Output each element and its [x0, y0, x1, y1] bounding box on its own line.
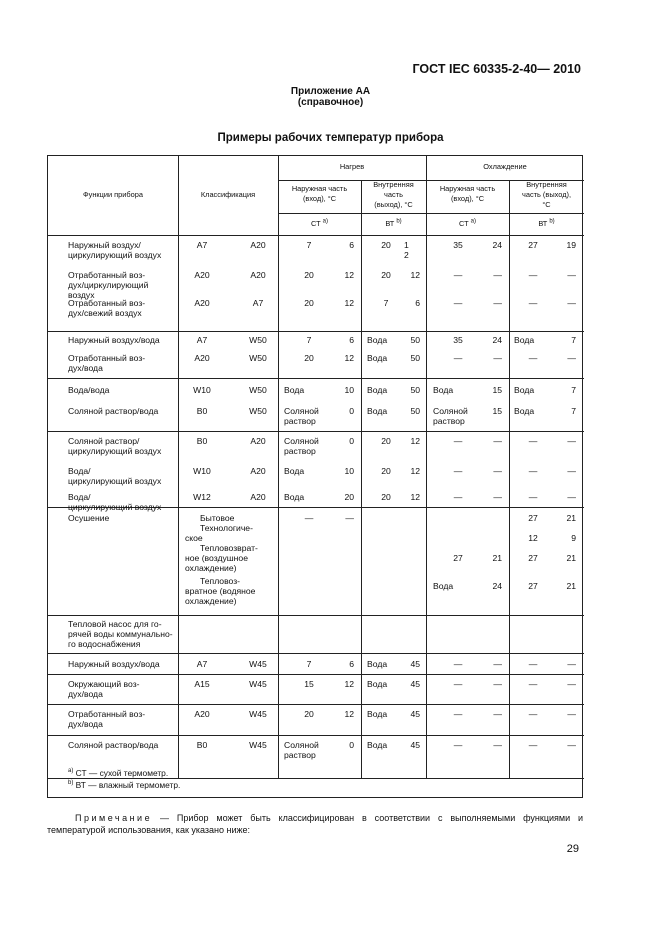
table-row-5-c1: А20 — [194, 353, 210, 363]
hot-water-func: Тепловой насос для го- рячей воды коммунально- го водоснабжения — [68, 619, 173, 649]
dehumid-item-3-label: ное (воздушное — [185, 553, 248, 563]
dehumid-item-2-k4: 9 — [571, 533, 576, 543]
table-row-6-k3: Вода — [514, 385, 535, 395]
table-row-10-h2: 20 — [344, 492, 354, 502]
table-row-4-h1: 7 — [306, 335, 312, 345]
table-row-2-k1: — — [453, 270, 463, 280]
table-row-12-function: дух/вода — [68, 689, 103, 699]
table-row-6-h3: Вода — [367, 385, 388, 395]
table-row-8-function: циркулирующий воздух — [68, 446, 162, 456]
table-row-4-h4: 50 — [410, 335, 420, 345]
table-row-9-c1: W10 — [193, 466, 211, 476]
dehumid-item-4-label: Тепловоз- — [200, 576, 241, 586]
table-row-12-c1: А15 — [194, 679, 210, 689]
table-row-6-c2: W50 — [249, 385, 267, 395]
table-row-7-k4: 7 — [571, 406, 576, 416]
table-row-3-function: Отработанный воз- — [68, 298, 146, 308]
table-row-14-k1: — — [453, 740, 463, 750]
table-row-1-h2: 6 — [349, 240, 354, 250]
header-heat-outdoor: Наружная часть (вход), °С — [291, 184, 348, 203]
table-row-12-k2: — — [493, 679, 502, 689]
table-row-13-k4: — — [567, 709, 576, 719]
table-row-11-k3: — — [528, 659, 538, 669]
table-row-3-c2: А7 — [252, 298, 264, 308]
table-row-13-function: дух/вода — [68, 719, 103, 729]
table-row-10-function: циркулирующий воздух — [68, 502, 162, 512]
table-row-13-h2: 12 — [344, 709, 354, 719]
table-row-7-k3: Вода — [514, 406, 535, 416]
table-row-6-function: Вода/вода — [68, 385, 110, 395]
table-row-14-h2: 0 — [349, 740, 354, 750]
table-row-13-h3: Вода — [367, 709, 388, 719]
table-row-1-h4: 2 — [404, 250, 409, 260]
dehumid-item-4-label: охлаждение) — [185, 596, 237, 606]
dehumid-item-4-k4: 21 — [566, 581, 576, 591]
table-row-14-c2: W45 — [249, 740, 267, 750]
table-row-14-h3: Вода — [367, 740, 388, 750]
table-row-1-c1: А7 — [196, 240, 208, 250]
table-row-6-c1: W10 — [193, 385, 211, 395]
table-row-9-function: циркулирующий воздух — [68, 476, 162, 486]
table-row-10-k1: — — [453, 492, 463, 502]
table-row-7-h1: раствор — [284, 416, 316, 426]
dehumid-func: Осушение — [68, 513, 110, 523]
table-row-11-h4: 45 — [410, 659, 420, 669]
table-row-3-h1: 20 — [304, 298, 314, 308]
page-number: 29 — [566, 843, 579, 855]
table-row-1-h3: 20 — [381, 240, 391, 250]
table-row-7-k1: Соляной — [433, 406, 468, 416]
table-row-9-h2: 10 — [344, 466, 354, 476]
table-row-1-h4: 1 — [404, 240, 409, 250]
table-row-3-k4: — — [567, 298, 576, 308]
dehumid-item-4-k1: Вода — [433, 581, 454, 591]
temperature-table — [47, 155, 583, 798]
table-row-7-h3: Вода — [367, 406, 388, 416]
table-row-2-h2: 12 — [344, 270, 354, 280]
table-row-8-h1: Соляной — [284, 436, 319, 446]
footnote-a: $^{a)}$ СТ — сухой термометр. — [68, 768, 169, 778]
table-row-3-k1: — — [453, 298, 463, 308]
table-row-2-k3: — — [528, 270, 538, 280]
dehumid-item-3-k1: 27 — [453, 553, 463, 563]
dehumid-item-2-k3: 12 — [528, 533, 538, 543]
appendix-title: Приложение АА — [290, 86, 371, 97]
table-row-5-k1: — — [453, 353, 463, 363]
table-row-1-function: Наружный воздух/ — [68, 240, 141, 250]
table-row-5-h2: 12 — [344, 353, 354, 363]
dehumid-item-3-k4: 21 — [566, 553, 576, 563]
table-row-13-h1: 20 — [304, 709, 314, 719]
header-bt-heat: ВТ $^{b)}$ — [385, 218, 402, 228]
table-row-14-k4: — — [567, 740, 576, 750]
table-row-4-c2: W50 — [249, 335, 267, 345]
table-row-8-k1: — — [453, 436, 463, 446]
dehumid-item-2-label: ское — [185, 533, 203, 543]
appendix-heading — [0, 86, 661, 108]
table-row-3-k3: — — [528, 298, 538, 308]
table-row-2-h1: 20 — [304, 270, 314, 280]
table-row-10-h3: 20 — [381, 492, 391, 502]
table-row-2-function: Отработанный воз- — [68, 270, 146, 280]
table-row-4-k4: 7 — [571, 335, 576, 345]
dehumid-item-1-label: Бытовое — [200, 513, 235, 523]
table-row-9-c2: А20 — [250, 466, 266, 476]
header-functions: Функции прибора — [83, 190, 143, 199]
table-row-1-k2: 24 — [492, 240, 502, 250]
header-bt-cool: ВТ $^{b)}$ — [538, 218, 555, 228]
table-row-5-function: дух/вода — [68, 363, 103, 373]
table-row-7-c1: В0 — [196, 406, 208, 416]
table-row-9-h4: 12 — [410, 466, 420, 476]
table-row-12-h1: 15 — [304, 679, 314, 689]
dehumid-item-1-k4: 21 — [566, 513, 576, 523]
table-row-2-h4: 12 — [410, 270, 420, 280]
table-row-4-k3: Вода — [514, 335, 535, 345]
table-row-8-h2: 0 — [349, 436, 354, 446]
table-row-10-h1: Вода — [284, 492, 305, 502]
table-row-8-c2: А20 — [250, 436, 266, 446]
footnote-b: $^{b)}$ ВТ — влажный термометр. — [68, 780, 181, 790]
table-row-13-h4: 45 — [410, 709, 420, 719]
table-row-14-h1: Соляной — [284, 740, 319, 750]
table-row-10-function: Вода/ — [68, 492, 91, 502]
table-row-9-k1: — — [453, 466, 463, 476]
table-title: Примеры рабочих температур прибора — [217, 132, 444, 144]
table-row-1-k3: 27 — [528, 240, 538, 250]
table-row-9-h1: Вода — [284, 466, 305, 476]
table-row-11-h3: Вода — [367, 659, 388, 669]
table-row-12-h3: Вода — [367, 679, 388, 689]
table-row-5-k4: — — [567, 353, 576, 363]
table-row-8-k2: — — [493, 436, 502, 446]
table-row-14-h4: 45 — [410, 740, 420, 750]
table-row-12-c2: W45 — [249, 679, 267, 689]
table-row-9-k3: — — [528, 466, 538, 476]
header-classification: Классификация — [200, 190, 256, 199]
table-row-2-k4: — — [567, 270, 576, 280]
table-row-6-h1: Вода — [284, 385, 305, 395]
table-row-7-h1: Соляной — [284, 406, 319, 416]
dehumid-item-3-k2: 21 — [492, 553, 502, 563]
table-row-8-h1: раствор — [284, 446, 316, 456]
table-row-3-h3: 7 — [383, 298, 389, 308]
table-row-14-k3: — — [528, 740, 538, 750]
table-row-11-k2: — — [493, 659, 502, 669]
table-row-6-k1: Вода — [433, 385, 454, 395]
table-row-6-h4: 50 — [410, 385, 420, 395]
table-row-7-function: Соляной раствор/вода — [68, 406, 159, 416]
table-row-1-function: циркулирующий воздух — [68, 250, 162, 260]
table-row-14-c1: В0 — [196, 740, 208, 750]
header-heat-indoor: Внутренняя часть (выход), °С — [373, 180, 414, 209]
note-label: Примечание — [75, 813, 153, 823]
table-row-4-k2: 24 — [492, 335, 502, 345]
table-row-2-k2: — — [493, 270, 502, 280]
table-row-11-k4: — — [567, 659, 576, 669]
table-row-4-h2: 6 — [349, 335, 354, 345]
table-row-12-h4: 45 — [410, 679, 420, 689]
table-row-11-h1: 7 — [306, 659, 312, 669]
table-row-13-k2: — — [493, 709, 502, 719]
table-row-10-c2: А20 — [250, 492, 266, 502]
table-row-12-h2: 12 — [344, 679, 354, 689]
table-row-11-h2: 6 — [349, 659, 354, 669]
note-paragraph — [47, 812, 583, 836]
table-row-7-k2: 15 — [492, 406, 502, 416]
header-cooling: Охлаждение — [483, 162, 527, 171]
appendix-subtitle: (справочное) — [297, 97, 364, 108]
table-row-11-c2: W45 — [249, 659, 267, 669]
table-row-1-k1: 35 — [453, 240, 463, 250]
table-row-5-k2: — — [493, 353, 502, 363]
table-row-7-c2: W50 — [249, 406, 267, 416]
table-row-3-h2: 12 — [344, 298, 354, 308]
table-row-2-c2: А20 — [250, 270, 266, 280]
table-row-2-function: дух/циркулирующий — [68, 280, 149, 290]
table-row-10-h4: 12 — [410, 492, 420, 502]
table-row-5-k3: — — [528, 353, 538, 363]
dehumid-item-4-label: вратное (водяное — [185, 586, 256, 596]
table-row-11-c1: А7 — [196, 659, 208, 669]
table-row-12-function: Окружающий воз- — [68, 679, 140, 689]
table-row-8-h4: 12 — [410, 436, 420, 446]
table-row-7-h2: 0 — [349, 406, 354, 416]
table-row-10-k2: — — [493, 492, 502, 502]
table-row-3-function: дух/свежий воздух — [68, 308, 142, 318]
table-row-13-k1: — — [453, 709, 463, 719]
table-row-3-h4: 6 — [415, 298, 420, 308]
table-row-5-h1: 20 — [304, 353, 314, 363]
header-cool-indoor: Внутренняя часть (выход), °С — [521, 180, 572, 209]
dehumid-item-4-k3: 27 — [528, 581, 538, 591]
table-row-14-k2: — — [493, 740, 502, 750]
table-row-3-c1: А20 — [194, 298, 210, 308]
table-row-9-h3: 20 — [381, 466, 391, 476]
table-row-8-k4: — — [567, 436, 576, 446]
table-row-1-k4: 19 — [566, 240, 576, 250]
table-row-2-h3: 20 — [381, 270, 391, 280]
table-row-14-h1: раствор — [284, 750, 316, 760]
table-row-1-h1: 7 — [306, 240, 312, 250]
table-row-2-function: воздух — [68, 290, 95, 300]
table-row-2-c1: А20 — [194, 270, 210, 280]
table-row-5-c2: W50 — [249, 353, 267, 363]
table-row-12-k3: — — [528, 679, 538, 689]
table-row-9-k2: — — [493, 466, 502, 476]
dehumid-item-3-k3: 27 — [528, 553, 538, 563]
standard-header: ГОСТ IEC 60335-2-40— 2010 — [412, 62, 581, 76]
table-row-4-h3: Вода — [367, 335, 388, 345]
dehumid-item-1-h1: — — [304, 513, 314, 523]
header-heating: Нагрев — [339, 162, 365, 171]
dehumid-item-3-label: Тепловозврат- — [200, 543, 258, 553]
table-row-11-function: Наружный воздух/вода — [68, 659, 160, 669]
table-row-5-h4: 50 — [410, 353, 420, 363]
table-row-10-c1: W12 — [193, 492, 211, 502]
table-row-6-h2: 10 — [344, 385, 354, 395]
table-row-8-function: Соляной раствор/ — [68, 436, 140, 446]
table-row-5-h3: Вода — [367, 353, 388, 363]
table-row-6-k2: 15 — [492, 385, 502, 395]
table-row-14-function: Соляной раствор/вода — [68, 740, 159, 750]
dehumid-item-1-h2: — — [345, 513, 354, 523]
table-row-10-k4: — — [567, 492, 576, 502]
table-row-5-function: Отработанный воз- — [68, 353, 146, 363]
note-text: — Прибор может быть классифицирован в соответствии с выполняемыми функциями и температурой использования, как указано ниже: — [47, 813, 583, 835]
dehumid-item-3-label: охлаждение) — [185, 563, 237, 573]
table-row-4-function: Наружный воздух/вода — [68, 335, 160, 345]
header-ct-heat: СТ $^{a)}$ — [310, 218, 328, 228]
dehumid-item-2-label: Технологиче- — [200, 523, 253, 533]
table-row-8-c1: В0 — [196, 436, 208, 446]
table-row-9-k4: — — [567, 466, 576, 476]
table-row-13-c2: W45 — [249, 709, 267, 719]
table-row-3-k2: — — [493, 298, 502, 308]
table-row-12-k4: — — [567, 679, 576, 689]
table-row-6-k4: 7 — [571, 385, 576, 395]
header-ct-cool: СТ $^{a)}$ — [458, 218, 476, 228]
table-row-9-function: Вода/ — [68, 466, 91, 476]
table-row-4-k1: 35 — [453, 335, 463, 345]
header-cool-outdoor: Наружная часть (вход), °С — [439, 184, 496, 203]
table-row-7-h4: 50 — [410, 406, 420, 416]
dehumid-item-1-k3: 27 — [528, 513, 538, 523]
table-row-8-h3: 20 — [381, 436, 391, 446]
table-row-11-k1: — — [453, 659, 463, 669]
table-row-10-k3: — — [528, 492, 538, 502]
table-row-8-k3: — — [528, 436, 538, 446]
table-row-13-function: Отработанный воз- — [68, 709, 146, 719]
table-row-13-k3: — — [528, 709, 538, 719]
dehumid-item-4-k2: 24 — [492, 581, 502, 591]
table-row-13-c1: А20 — [194, 709, 210, 719]
table-row-7-k1: раствор — [433, 416, 465, 426]
table-row-4-c1: А7 — [196, 335, 208, 345]
table-row-1-c2: А20 — [250, 240, 266, 250]
table-row-12-k1: — — [453, 679, 463, 689]
